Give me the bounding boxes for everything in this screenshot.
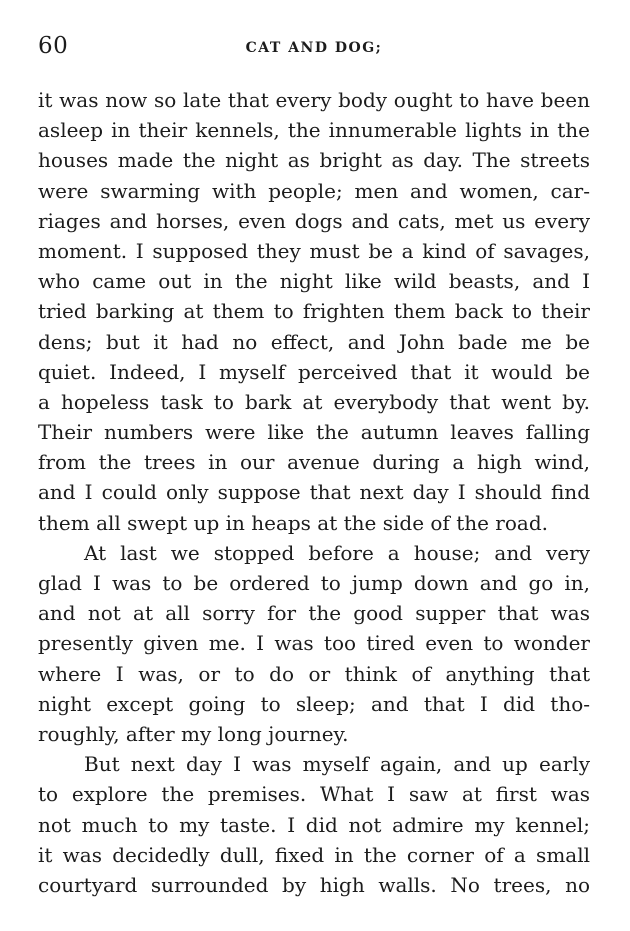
text-line: At last we stopped before a house; and very [84,540,590,565]
text-line: and I could only suppose that next day I should find [38,480,590,505]
text-line: night except going to sleep; and that I did tho- [38,691,590,716]
text-line: quiet. Indeed, I myself perceived that it would be [38,359,590,384]
text-line: glad I was to be ordered to jump down and go in, [38,571,590,595]
text-line: it was now so late that every body ought to have been [38,88,590,112]
text-line: a hopeless task to bark at everybody that went by. [38,389,590,414]
body-text [38,85,590,900]
text-line: Their numbers were like the autumn leaves falling [38,420,590,445]
text-line: asleep in their kennels, the innumerable lights in the [38,118,590,143]
text-line: dens; but it had no effect, and John bade me be [38,329,590,354]
text-line: tried barking at them to frighten them back to their [38,299,590,324]
text-line: to explore the premises. What I saw at first was [38,782,590,807]
text-line: who came out in the night like wild beasts, and I [38,269,590,294]
text-line: from the trees in our avenue during a high wind, [38,450,590,475]
text-line: roughly, after my long journey. [38,721,349,746]
text-line: it was decidedly dull, fixed in the corner of a small [38,842,590,867]
text-line: were swarming with people; men and women, car- [38,178,590,203]
text-line: But next day I was myself again, and up early [84,752,590,777]
text-line: where I was, or to do or think of anything that [38,661,590,686]
text-line: moment. I supposed they must be a kind of savages, [38,238,590,263]
text-line: not much to my taste. I did not admire my kennel; [38,812,590,837]
text-line: houses made the night as bright as day. The streets [38,148,590,173]
page-number: 60 [38,33,69,59]
running-head: CAT AND DOG; [245,40,383,56]
text-line: riages and horses, even dogs and cats, met us every [38,208,590,233]
text-line: them all swept up in heaps at the side of the road. [38,510,548,535]
page-header [38,33,590,63]
text-line: and not at all sorry for the good supper that was [38,601,590,626]
text-line: presently given me. I was too tired even to wonder [38,631,590,656]
text-line: courtyard surrounded by high walls. No trees, no [38,872,590,897]
